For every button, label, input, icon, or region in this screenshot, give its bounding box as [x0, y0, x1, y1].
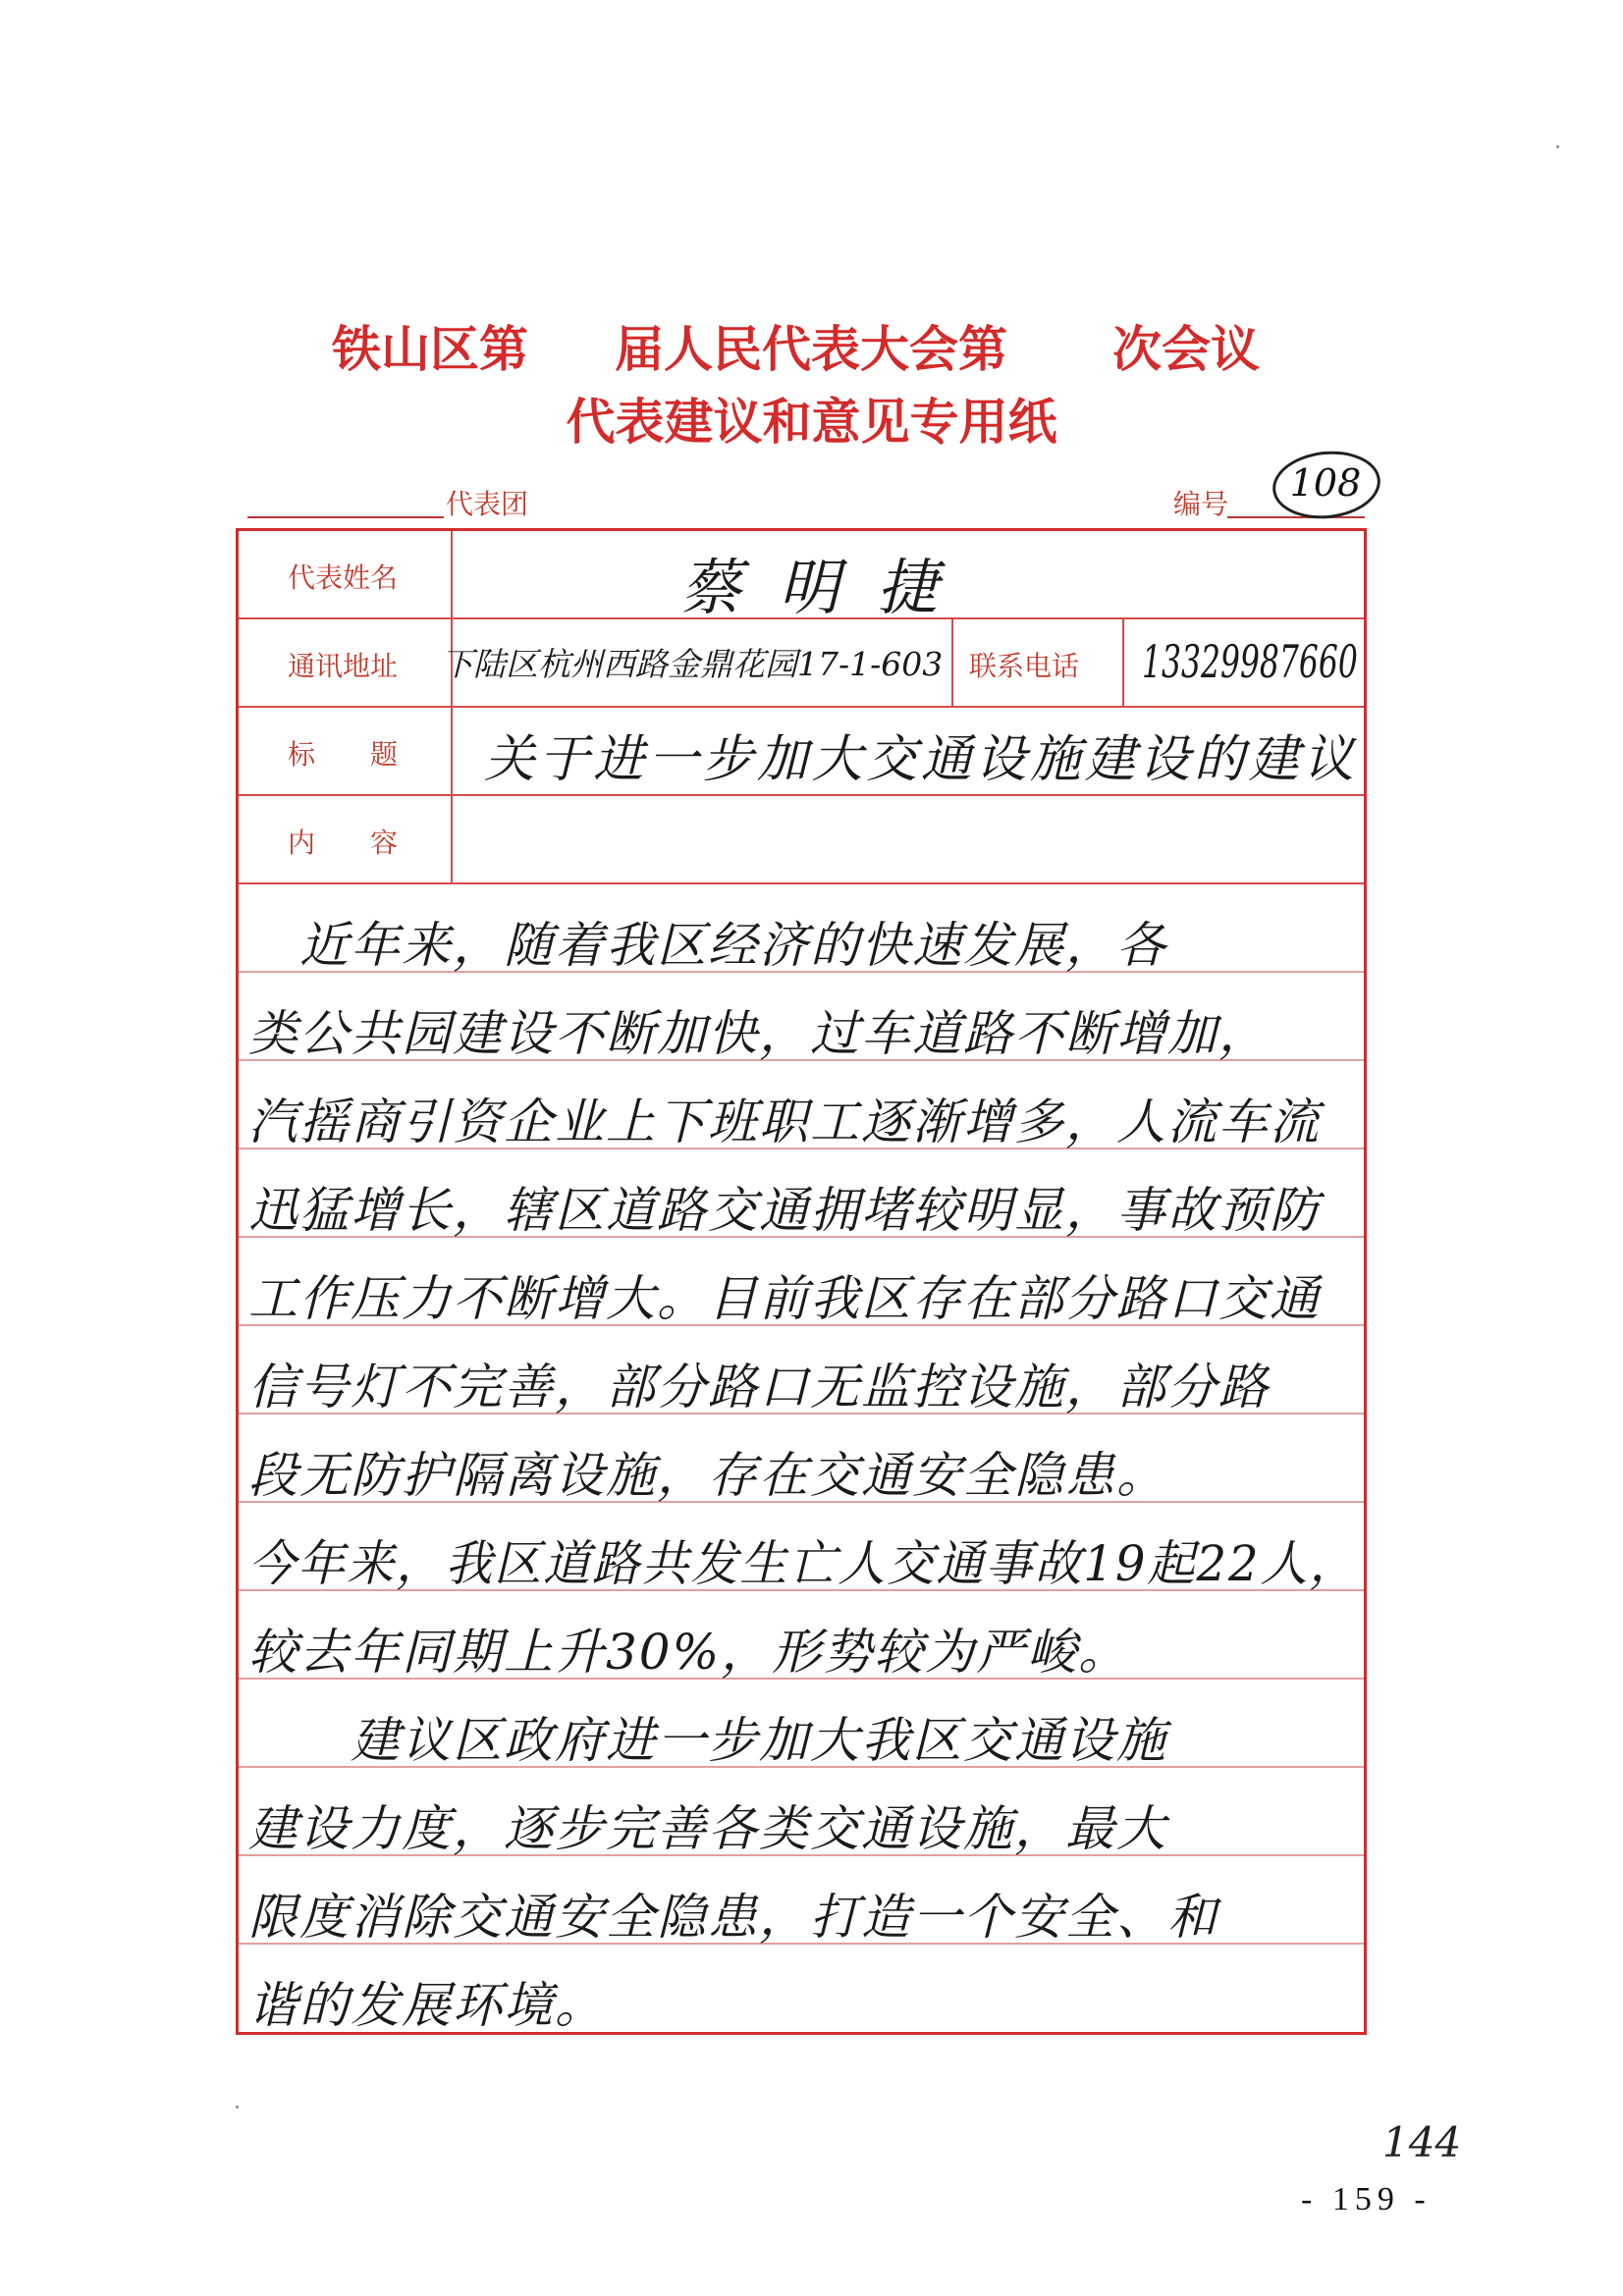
title-label: 标 题 — [288, 738, 399, 771]
scan-speck — [1556, 145, 1559, 148]
document-title — [0, 320, 1623, 379]
content-label: 内 容 — [288, 827, 399, 859]
content-line: 建设力度，逐步完善各类交通设施，最大 — [248, 1800, 1167, 1857]
delegation-blank-line — [247, 516, 444, 518]
number-label: 编号 — [1173, 488, 1229, 520]
suggestion-form — [236, 528, 1367, 2035]
phone-label-divider-right — [1122, 617, 1124, 706]
row-divider — [239, 882, 1364, 884]
content-line: 迅猛增长，辖区道路交通拥堵较明显，事故预防 — [248, 1182, 1321, 1239]
content-line: 工作压力不断增大。目前我区存在部分路口交通 — [248, 1270, 1321, 1327]
content-line: 类公共园建设不断加快，过车道路不断增加， — [248, 1005, 1270, 1062]
content-line: 谐的发展环境。 — [248, 1977, 606, 2034]
content-line: 段无防护隔离设施，存在交通安全隐患。 — [248, 1447, 1167, 1504]
name-value: 蔡明捷 — [680, 552, 976, 623]
title-part-2: 届人民代表大会第 — [615, 320, 1007, 378]
content-line: 较去年同期上升30%，形势较为严峻。 — [248, 1624, 1130, 1681]
page-number: - 159 - — [1301, 2181, 1432, 2217]
handwritten-page-number: 144 — [1382, 2118, 1462, 2166]
address-value: 下陆区杭州西路金鼎花园17-1-603 — [441, 645, 944, 683]
phone-label: 联系电话 — [969, 650, 1080, 682]
content-line: 信号灯不完善，部分路口无监控设施，部分路 — [248, 1359, 1270, 1415]
content-line: 汽摇商引资企业上下班职工逐渐增多，人流车流 — [248, 1094, 1321, 1150]
phone-label-divider-left — [951, 617, 953, 706]
title-value: 关于进一步加大交通设施建设的建议 — [484, 730, 1358, 789]
subtitle-text: 代表建议和意见专用纸 — [566, 393, 1057, 451]
title-part-3: 次会议 — [1112, 320, 1260, 378]
row-divider — [239, 706, 1364, 708]
row-divider — [239, 794, 1364, 796]
content-line: 今年来，我区道路共发生亡人交通事故19起22人， — [248, 1535, 1359, 1592]
number-blank-line — [1227, 516, 1365, 518]
document-subtitle — [0, 393, 1623, 452]
phone-value: 13329987660 — [1142, 635, 1358, 688]
delegation-label: 代表团 — [446, 488, 529, 520]
content-line: 近年来，随着我区经济的快速发展，各 — [248, 917, 1167, 974]
scan-speck — [236, 2106, 239, 2109]
number-value: 108 — [1289, 461, 1362, 505]
content-line: 建议区政府进一步加大我区交通设施 — [248, 1712, 1167, 1769]
title-part-1: 铁山区第 — [332, 320, 528, 378]
label-column-divider — [451, 531, 453, 882]
name-label: 代表姓名 — [288, 561, 399, 594]
address-label: 通讯地址 — [288, 650, 399, 682]
content-line: 限度消除交通安全隐患，打造一个安全、和 — [248, 1889, 1218, 1946]
